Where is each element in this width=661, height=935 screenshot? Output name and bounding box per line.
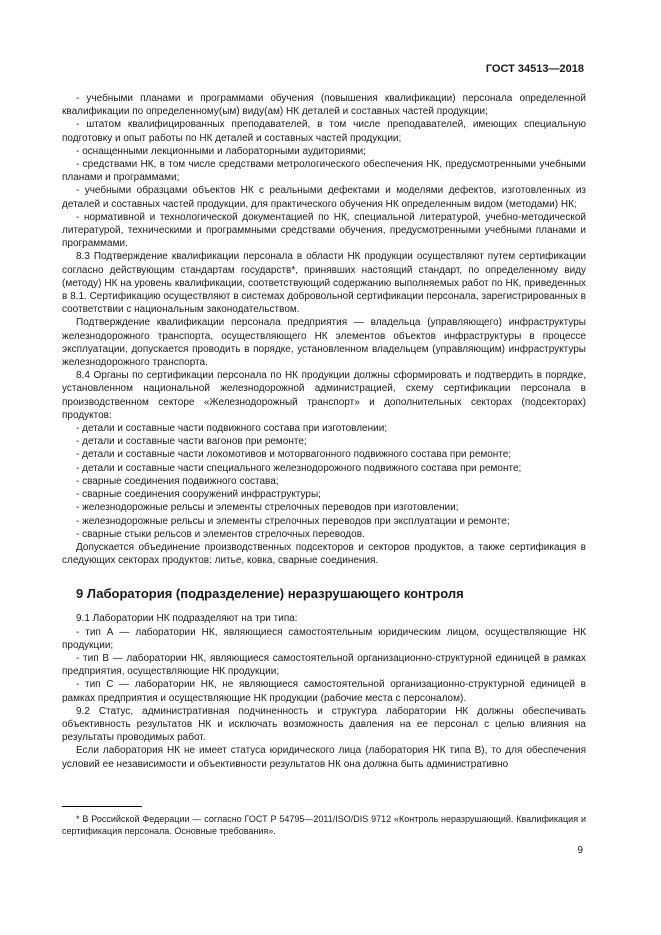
list-item: - детали и составные части специального железнодорожного подвижного состава при ремонте; <box>76 462 522 474</box>
list-item: - железнодорожные рельсы и элементы стрелочных переводов при эксплуатации и ремонте; <box>76 515 510 527</box>
list-item: - детали и составные части подвижного состава при изготовлении; <box>76 423 388 435</box>
page-body <box>62 92 586 771</box>
footnote-text: * В Российской Федерации — согласно ГОСТ Р 54795—2011/ISO/DIS 9712 «Контроль неразрушающий. Квалификация и сертификация персонала. Основные требования». <box>62 814 586 836</box>
lab-type-list <box>62 626 586 705</box>
section-9-heading: 9 Лаборатория (подразделение) неразрушающего контроля <box>76 586 464 602</box>
sector-list <box>62 422 586 541</box>
list-item: - сварные соединения подвижного состава; <box>76 475 279 487</box>
page-number: 9 <box>577 845 583 856</box>
list-item: - сварные стыки рельсов и элементов стрелочных переводов. <box>76 528 365 540</box>
list-item: - железнодорожные рельсы и элементы стрелочных переводов при изготовлении; <box>76 502 459 514</box>
list-item: - средствами НК, в том числе средствами метрологического обеспечения НК, предусмотренными учебными планами и программами; <box>62 159 586 184</box>
footnote <box>62 813 586 837</box>
list-item: - штатом квалифицированных преподавателей, в том числе преподавателей, имеющих специальную подготовку и опыт работы по НК деталей и составных частей продукции; <box>62 119 586 144</box>
list-item: - детали и составные части вагонов при ремонте; <box>76 436 307 448</box>
paragraph-9-2-continued: Если лаборатория НК не имеет статуса юридического лица (лаборатория НК типа В), то для обеспечения условий ее независимости и объективности результатов НК она должна быть административно <box>62 745 586 770</box>
paragraph-8-3-infrastructure: Подтверждение квалификации персонала предприятия — владельца (управляющего) инфраструктуры железнодорожного транспорта, осуществляющего НК элементов объектов инфраструктуры в процессе эксплуатации, допускается проводить в порядке, установленном владельцем (управляющим) инфраструктуры железнодорожного транспорта. <box>62 317 586 369</box>
paragraph-8-3: 8.3 Подтверждение квалификации персонала в области НК продукции осуществляют путем сертификации согласно действующим стандартам государств*, принявших настоящий стандарт, по определенному виду (методу) НК на уровень квалификации, соответствующий содержанию выполняемых работ по НК, приведенных в 8.1. Сертификацию осуществляют в системах добровольной сертификации персонала, зарегистрированных в соответствии с национальным законодательством. <box>62 251 586 316</box>
footnote-divider <box>62 806 142 807</box>
list-item: - оснащенными лекционными и лабораторными аудиториями; <box>76 145 366 157</box>
list-item: - учебными планами и программами обучения (повышения квалификации) персонала определенной квалификации по определенному(ым) виду(ам) НК деталей и составных частей продукции; <box>62 93 586 118</box>
list-item: - детали и составные части локомотивов и моторвагонного подвижного состава при ремонте; <box>76 449 512 461</box>
list-item: - тип А — лаборатории НК, являющиеся самостоятельным юридическим лицом, осуществляющие НК продукции; <box>62 626 586 651</box>
paragraph-9-2: 9.2 Статус, административная подчиненность и структура лаборатории НК должны обеспечивать объективность результатов НК и исключать возможность давления на ее персонал с целью влияния на результаты проводимых работ. <box>62 705 586 744</box>
list-item: - сварные соединения сооружений инфраструктуры; <box>76 489 321 501</box>
paragraph-8-4: 8.4 Органы по сертификации персонала по НК продукции должны сформировать и подтвердить в порядке, установленном национальной железнодорожной администрацией, схему сертификации персонала в производственном секторе «Железнодорожный транспорт» и дополнительных секторах (подсекторах) продуктов: <box>62 370 586 421</box>
list-item: - нормативной и технологической документацией по НК, специальной литературой, учебно-методической литературой, техническими и программными средствами обучения, предусмотренными учебными планами и программами. <box>62 211 586 250</box>
paragraph-combine: Допускается объединение производственных подсекторов и секторов продуктов, а также сертификация в следующих секторах продуктов: литье, ковка, сварные соединения. <box>62 541 586 567</box>
intro-list <box>62 92 586 250</box>
document-code: ГОСТ 34513—2018 <box>485 63 584 75</box>
list-item: - учебными образцами объектов НК с реальными дефектами и моделями дефектов, изготовленных из деталей и составных частей продукции, для практического обучения НК определенным видом (методами) НК; <box>62 185 586 210</box>
paragraph-9-1: 9.1 Лаборатории НК подразделяют на три типа: <box>76 613 298 625</box>
list-item: - тип С — лаборатории НК, не являющиеся самостоятельной организационно-структурной единицей в рамках предприятия и осуществляющие НК продукции (рабочие места с персоналом). <box>62 679 586 704</box>
list-item: - тип В — лаборатории НК, являющиеся самостоятельной организационно-структурной единицей в рамках предприятия, осуществляющие НК продукции; <box>62 652 586 678</box>
